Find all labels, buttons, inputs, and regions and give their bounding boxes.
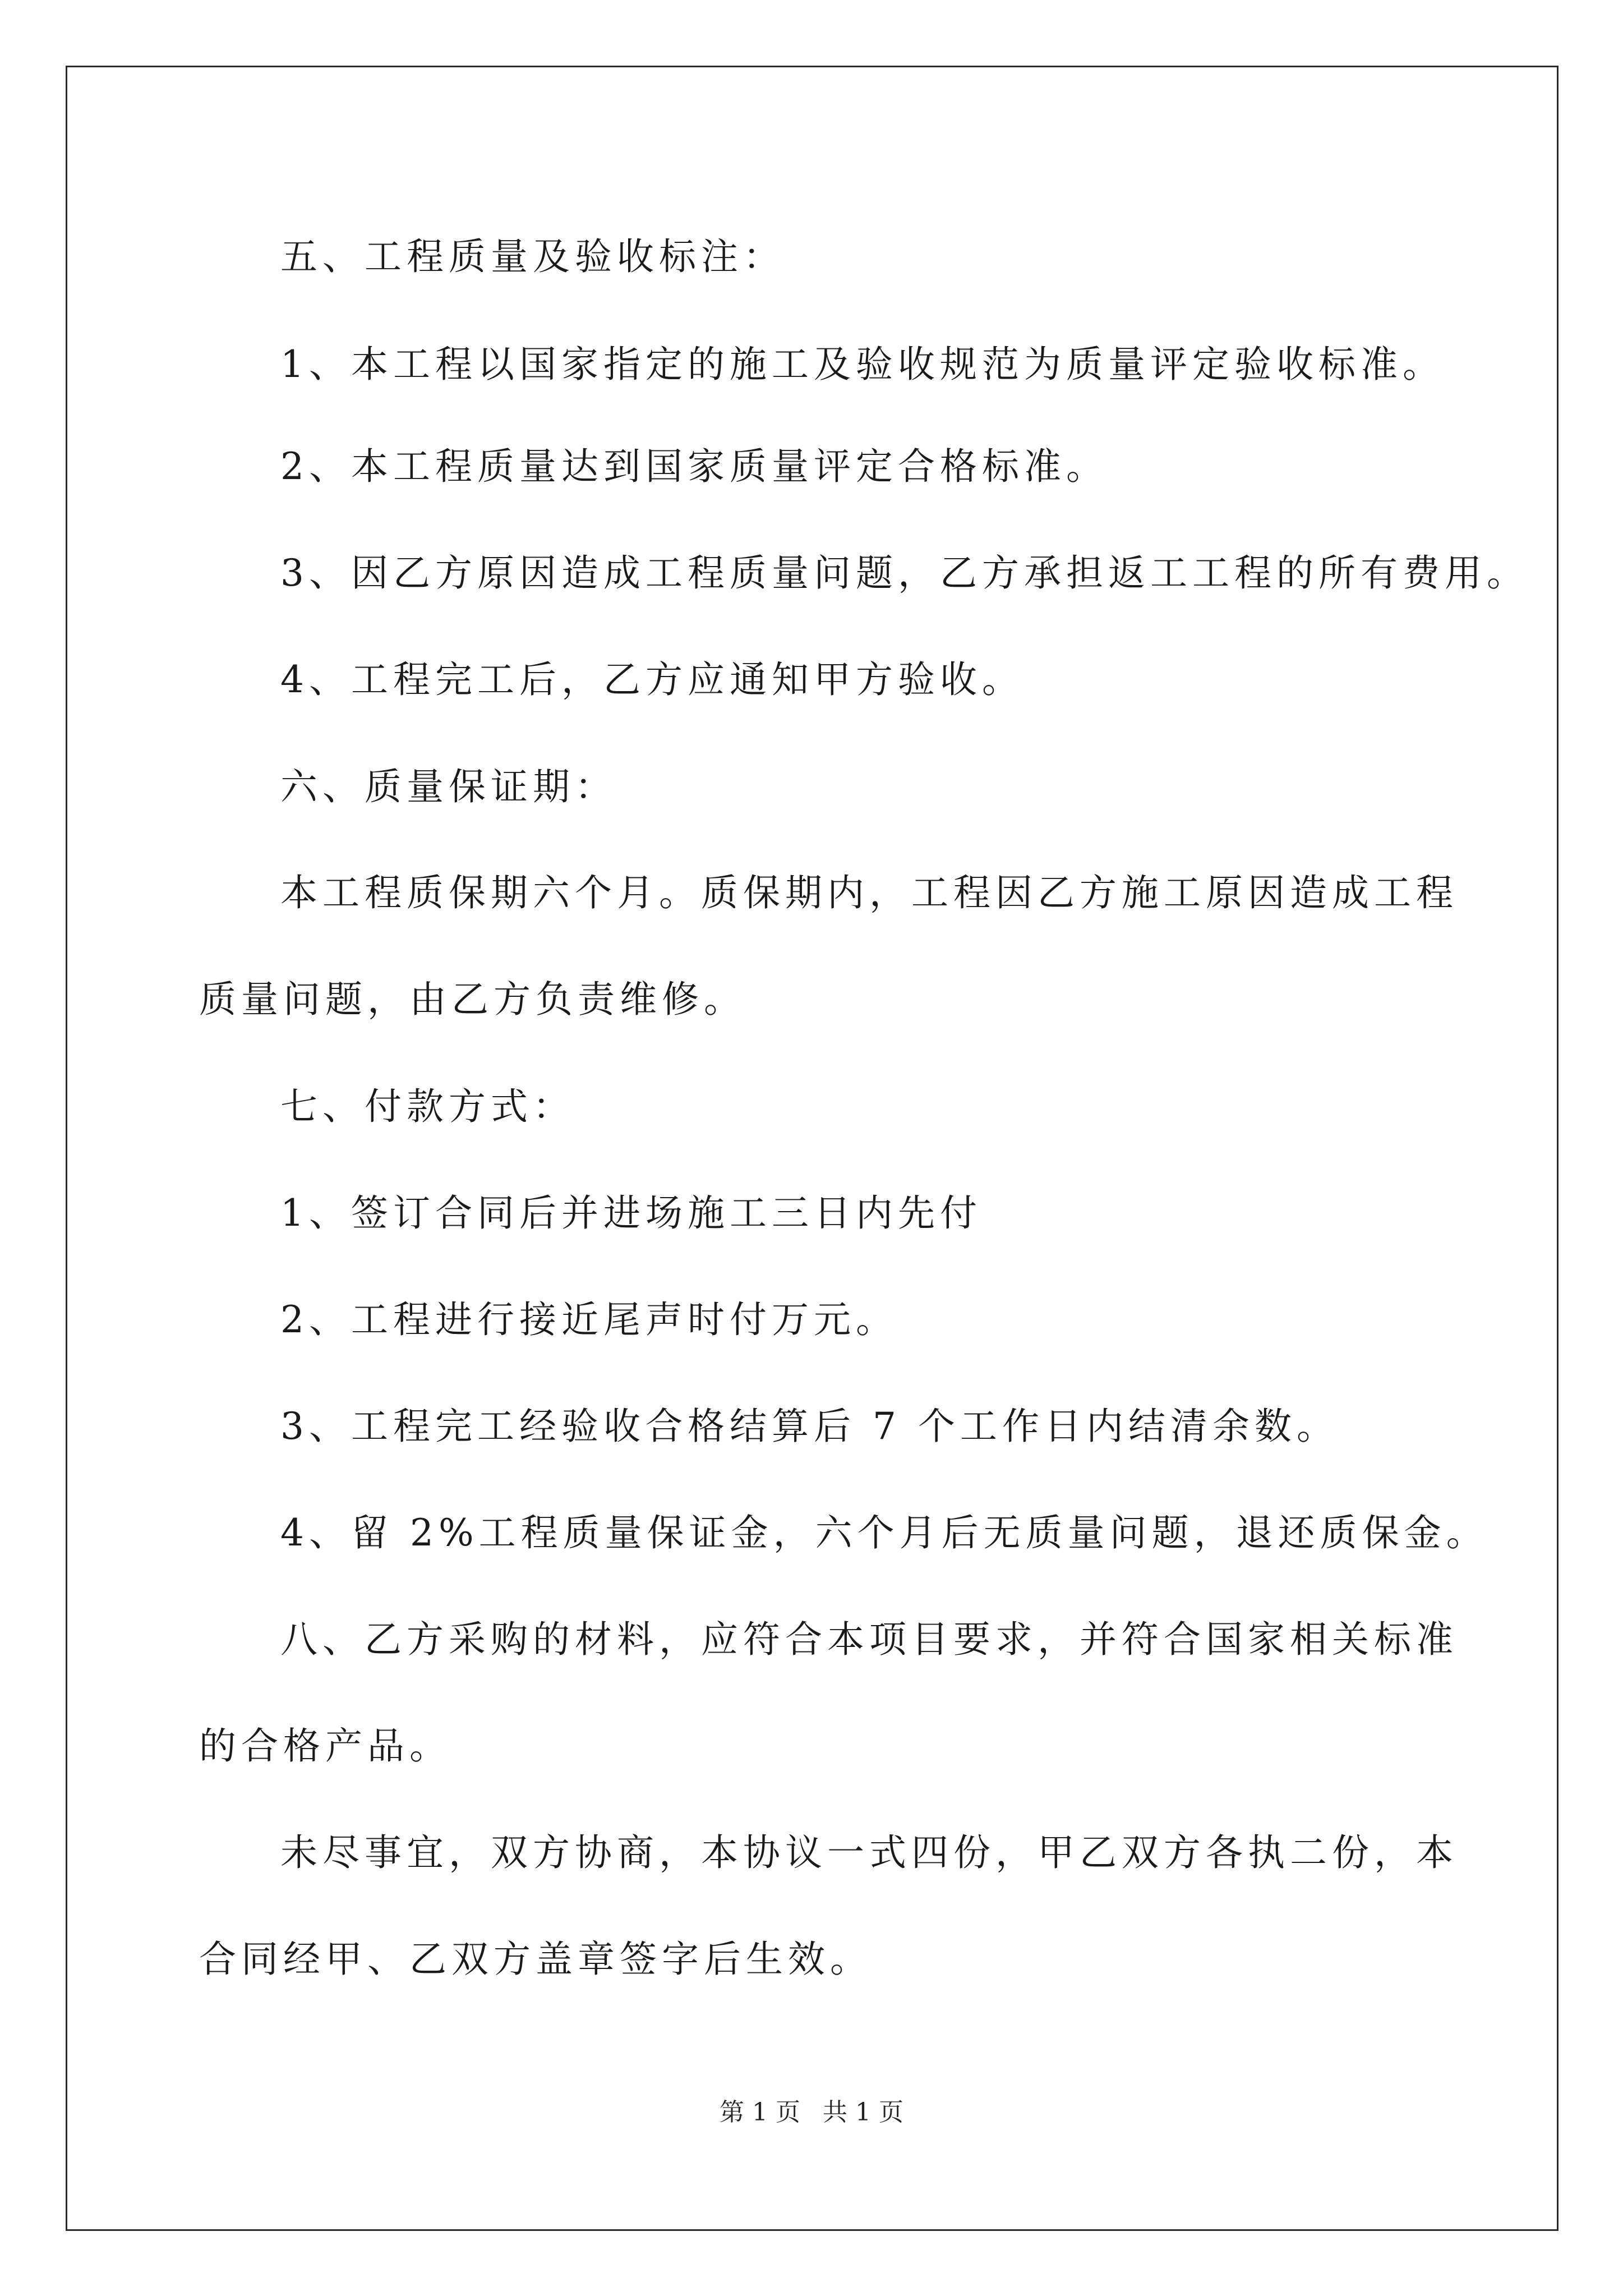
paragraph-line: 本工程质保期六个月。质保期内，工程因乙方施工原因造成工程 (280, 871, 1458, 914)
section-heading-payment: 七、付款方式： (280, 1085, 575, 1128)
paragraph-line: 2、本工程质量达到国家质量评定合格标准。 (280, 445, 1108, 488)
paragraph-line: 的合格产品。 (199, 1724, 451, 1768)
paragraph-line: 质量问题，由乙方负责维修。 (199, 978, 746, 1021)
paragraph-line: 2、工程进行接近尾声时付万元。 (280, 1298, 898, 1341)
section-heading-quality: 五、工程质量及验收标注： (280, 235, 785, 278)
page-total: 共 1 页 (823, 2098, 903, 2127)
page-border (66, 66, 1559, 2231)
paragraph-line: 4、留 2%工程质量保证金，六个月后无质量问题，退还质保金。 (280, 1511, 1488, 1554)
section-heading-materials: 八、乙方采购的材料，应符合本项目要求，并符合国家相关标准 (280, 1618, 1458, 1661)
paragraph-line: 4、工程完工后，乙方应通知甲方验收。 (280, 658, 1024, 701)
page-footer (0, 2097, 1623, 2128)
paragraph-line: 3、工程完工经验收合格结算后 7 个工作日内结清余数。 (280, 1405, 1339, 1448)
paragraph-line: 1、签订合同后并进场施工三日内先付 (280, 1191, 982, 1235)
paragraph-line: 合同经甲、乙双方盖章签字后生效。 (199, 1938, 872, 1981)
paragraph-line: 3、因乙方原因造成工程质量问题，乙方承担返工工程的所有费用。 (280, 551, 1529, 595)
section-heading-warranty: 六、质量保证期： (280, 765, 617, 808)
paragraph-line: 1、本工程以国家指定的施工及验收规范为质量评定验收标准。 (280, 343, 1445, 386)
page-number: 第 1 页 (720, 2098, 800, 2127)
paragraph-line: 未尽事宜，双方协商，本协议一式四份，甲乙双方各执二份，本 (280, 1831, 1458, 1874)
